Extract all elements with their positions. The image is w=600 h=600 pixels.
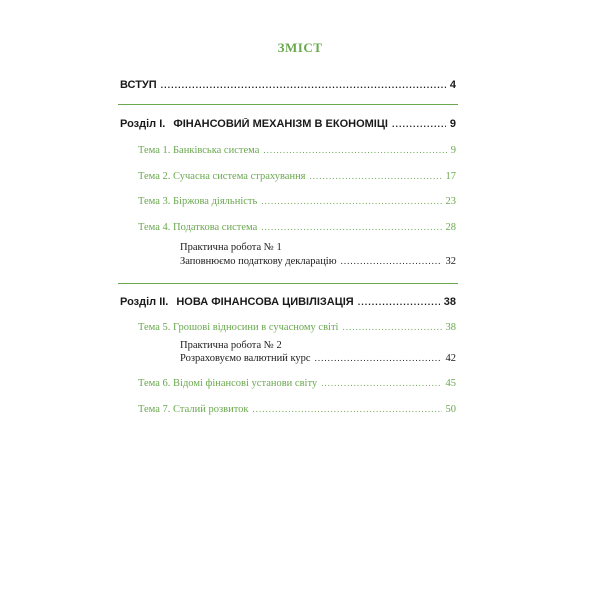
section-number: Розділ I. [120, 118, 166, 130]
dot-leader [261, 222, 441, 232]
dot-leader [253, 404, 442, 414]
toc-page-number: 23 [445, 196, 456, 207]
toc-page-number: 17 [445, 171, 456, 182]
dot-leader [263, 145, 446, 155]
toc-entry-topic[interactable] [138, 196, 456, 207]
toc-page-number: 50 [445, 404, 456, 415]
toc-page-number: 9 [449, 118, 456, 130]
toc-entry-intro[interactable] [120, 79, 456, 91]
toc-page-number: 9 [450, 145, 456, 156]
dot-leader [341, 256, 442, 266]
toc-page-number: 4 [449, 79, 456, 91]
dot-leader [315, 353, 442, 363]
divider [118, 283, 458, 284]
toc-entry-topic[interactable] [138, 404, 456, 415]
topic-label: Тема 5. Грошові відносини в сучасному світі [138, 322, 339, 333]
dot-leader [261, 196, 441, 206]
topic-label: Тема 7. Сталий розвиток [138, 404, 249, 415]
topic-label: Тема 6. Відомі фінансові установи світу [138, 378, 318, 389]
practical-label: Заповнюємо податкову декларацію [180, 256, 337, 267]
section-title: ФІНАНСОВИЙ МЕХАНІЗМ В ЕКОНОМІЦІ [173, 118, 388, 130]
toc-entry-label: ВСТУП [120, 79, 157, 91]
topic-label: Тема 1. Банківська система [138, 145, 260, 156]
dot-leader [161, 80, 446, 90]
toc-entry-topic[interactable] [138, 378, 456, 389]
toc-entry-section-1[interactable] [120, 118, 456, 130]
topic-label: Тема 4. Податкова система [138, 222, 258, 233]
toc-entry-practical[interactable] [180, 256, 456, 267]
toc-page-number: 45 [445, 378, 456, 389]
toc-entry-topic[interactable] [138, 222, 456, 233]
dot-leader [392, 119, 446, 129]
dot-leader [342, 322, 441, 332]
toc-entry-topic[interactable] [138, 322, 456, 333]
toc-page-number: 28 [445, 222, 456, 233]
practical-heading: Практична робота № 1 [180, 242, 282, 253]
toc-entry-practical[interactable] [180, 353, 456, 364]
practical-label: Розраховуємо валютний курс [180, 353, 311, 364]
toc-page-number: 38 [443, 296, 456, 308]
practical-heading: Практична робота № 2 [180, 340, 282, 351]
page-title: ЗМІСТ [277, 40, 323, 55]
toc-page-number: 32 [445, 256, 456, 267]
dot-leader [321, 378, 441, 388]
section-title: НОВА ФІНАНСОВА ЦИВІЛІЗАЦІЯ [176, 296, 354, 308]
toc-page-number: 42 [445, 353, 456, 364]
divider [118, 104, 458, 105]
topic-label: Тема 2. Сучасна система страхування [138, 171, 306, 182]
dot-leader [310, 171, 442, 181]
topic-label: Тема 3. Біржова діяльність [138, 196, 258, 207]
toc-page-number: 38 [445, 322, 456, 333]
dot-leader [358, 297, 440, 307]
toc-entry-topic[interactable] [138, 171, 456, 182]
toc-entry-section-2[interactable] [120, 296, 456, 308]
section-number: Розділ II. [120, 296, 169, 308]
toc-entry-topic[interactable] [138, 145, 456, 156]
